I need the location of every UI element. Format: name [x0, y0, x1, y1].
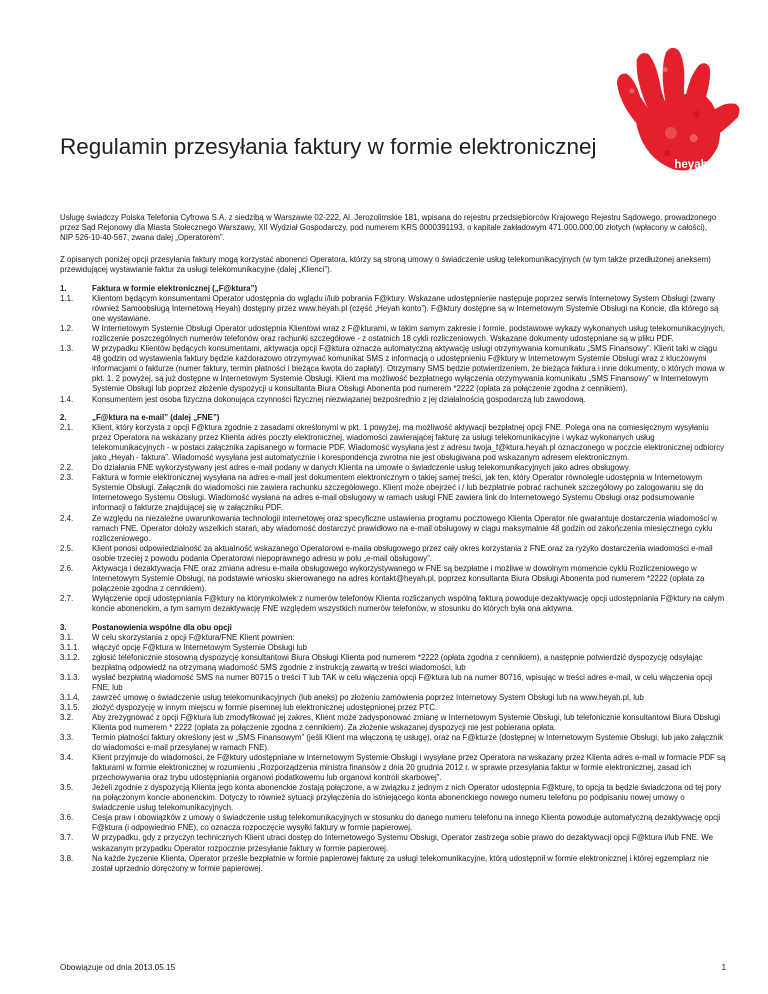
list-item	[60, 753, 726, 783]
regulations-body	[60, 284, 726, 874]
list-item	[60, 514, 726, 544]
document-title: Regulamin przesyłania faktury w formie elektronicznej	[60, 134, 597, 159]
item-number: 3.1.1.	[60, 642, 80, 652]
item-text: złożyć dyspozycję w innym miejscu w formie pisemnej lub elektronicznej udostępnionej przez PTC.	[92, 702, 438, 712]
item-text: Aby zrezygnować z opcji F@ktura lub zmodyfikować jej zakres, Klient może zadysponować zmianę w Internetowym Systemie Obsługi, lub telefonicznie konsultantowi Biura Obsługi Klienta pod numerem * 2222 (opłata za połączenie zgodna z cennikiem). Za złożenie wskazanej dyspozycji nie jest pobierana opłata.	[92, 712, 721, 732]
item-text: Klient, który korzysta z opcji F@ktura zgodnie z zasadami określonymi w pkt. 1 powyżej, ma możliwość aktywacji bezpłatnej opcji FNE. Polega ona na comiesięcznym wysyłaniu przez Operatora na wskazany przez Klienta adres poczty elektronicznej, wiadomości zawierającej fakturę za usługi telekomunikacyjne i wykaz wykonanych usług telekomunikacyjnych - w postaci załącznika zapisanego w formacie PDF. Wiadomość wysyłana jest z adresu twoja_f@ktura.heyah.pl oznaczonego w poczcie elektronicznej odbiorcy jako „Heyah - faktura”. Wiadomość wysyłana jest automatycznie i korespondencja zwrotna nie jest obsługiwana pod wskazanym adresem elektronicznym.	[92, 423, 725, 463]
list-item	[60, 733, 726, 753]
list-item	[60, 463, 726, 473]
item-text: Klient ponosi odpowiedzialność za aktualność wskazanego Operatorowi e-maila obsługowego przez cały okres korzystania z FNE oraz za ryzyko dostarczenia wiadomości e-mail osobie trzeciej z powodu podania Operatorowi niepoprawnego adresu w polu „e-mail obsługowy”.	[92, 543, 713, 563]
list-item	[60, 395, 726, 405]
logo-word2: non stop	[666, 172, 716, 184]
item-text: zgłosić telefonicznie stosowną dyspozycję konsultantowi Biura Obsługi Klienta pod numerem *2222 (opłata zgodna z cennikiem), a następnie potwierdzić dyspozycję odsyłając bezpłatną odpowiedź na otrzymaną wiadomość SMS zgodnie z instrukcją zawartą w treści wiadomości, lub	[92, 652, 703, 672]
item-number: 3.7.	[60, 833, 74, 843]
item-number: 2.4.	[60, 513, 74, 523]
list-item	[60, 713, 726, 733]
item-text: W celu skorzystania z opcji F@ktura/FNE Klient powinien:	[92, 632, 295, 642]
item-number: 3.1.	[60, 632, 74, 642]
list-item	[60, 813, 726, 833]
section-heading	[60, 413, 726, 423]
item-text: Faktura w formie elektronicznej wysyłana na adres e-mail jest dokumentem elektronicznym o takiej samej treści, jak ten, który Operator równolegle udostępnia w Internetowym Systemie Obsługi. Załącznik do wiadomości nie zawiera rachunku szczegółowego. Klient może obejrzeć i / lub bezpłatnie pobrać rachunek szczegółowy po zalogowaniu się do Internetowego Systemu Obsługi. Wiadomość wysłana na adres e-mail obsługowy w ramach usługi FNE zawiera link do Internetowego Systemu Obsługi oraz podsumowanie informacji o fakturze znajdującej się w załączniku PDF.	[92, 473, 704, 513]
item-text: Jeżeli zgodnie z dyspozycją Klienta jego konta abonenckie zostają połączone, a w związku z jednym z nich Operator udostępnia F@kturę, to opcja ta będzie świadczona od tej pory na połączonym koncie abonenckim. Dotyczy to również sytuacji przyłączenia do istniejącego konta abonenckiego nowego numeru telefonu po podpisaniu nowej umowy o świadczenie usług telekomunikacyjnych.	[92, 783, 722, 813]
item-text: Termin płatności faktury określony jest w „SMS Finansowym” (jeśli Klient ma włączoną tę usługę), oraz na F@kturze (dostępnej w Internetowym Systemie Obsługi, lub jako załącznik do wiadomości e-mail przesyłanej w ramach FNE).	[92, 733, 724, 753]
list-item	[60, 693, 726, 703]
list-item	[60, 703, 726, 713]
effective-date: Obowiązuje od dnia 2013.05.15	[60, 963, 176, 972]
page-number: 1	[721, 963, 726, 972]
list-item	[60, 324, 726, 344]
item-text: Aktywacja i dezaktywacja FNE oraz zmiana adresu e-maila obsługowego wykorzystywanego w FNE są bezpłatne i możliwe w dowolnym momencie cyklu Rozliczeniowego w Internetowym Systemie Obsługi, na podstawie wniosku skierowanego na adres kontakt@heyah.pl, poprzez konsultanta Biura Obsługi Abonenta pod numerem *2222 (opłata za połączenie zgodna z cennikiem).	[92, 563, 705, 593]
item-text: włączyć opcję F@ktura w Internetowym Systemie Obsługi lub	[92, 642, 307, 652]
item-number: 3.1.4.	[60, 692, 80, 702]
section-title: „F@ktura na e-mail” (dalej „FNE”)	[92, 413, 220, 423]
item-number: 3.6.	[60, 813, 74, 823]
section-heading	[60, 623, 726, 633]
section-number: 2.	[60, 413, 67, 423]
intro-paragraph-operator: Usługę świadczy Polska Telefonia Cyfrowa S.A. z siedzibą w Warszawie 02-222, Al. Jerozolimskie 181, wpisana do rejestru przedsiębiorców Krajowego Rejestru Sądowego, prowadzonego przez Sąd Rejonowy dla Miasta Stołecznego Warszawy, XII Wydział Gospodarczy, pod numerem KRS 0000391193, o kapitale zakładowym 471.000.000,00 złotych (wpłacony w całości), NIP 526-10-40-567, zwana dalej „Operatorem”.	[60, 213, 717, 243]
list-item	[60, 643, 726, 653]
red-hand-logo-icon	[597, 40, 747, 200]
item-text: Cesja praw i obowiązków z umowy o świadczenie usług telekomunikacyjnych w stosunku do danego numeru telefonu na innego Klienta powoduje automatyczną dezaktywację opcji F@ktura (i odpowiednio FNE), co oznacza rozpoczęcie wysyłki faktury w formie papierowej.	[92, 813, 721, 833]
list-item	[60, 473, 726, 513]
item-text: Ze względu na niezależne uwarunkowania technologii internetowej oraz specyficzne ustawienia programu pocztowego Klienta Operator nie gwarantuje dostarczenia wiadomości w ramach FNE. Operator dołoży wszelkich starań, aby wiadomość dostarczyć prawidłowo na e-mail obsługowy w ciągu maksymalnie 48 godzin od zakończenia miesięcznego cyklu rozliczeniowego.	[92, 513, 718, 543]
section-2	[60, 413, 726, 614]
item-number: 2.3.	[60, 473, 74, 483]
item-text: Do działania FNE wykorzystywany jest adres e-mail podany w danych Klienta na umowie o świadczenie usług telekomunikacyjnych jako adres obsługowy.	[92, 463, 631, 473]
list-item	[60, 344, 726, 394]
item-number: 3.1.2.	[60, 652, 80, 662]
intro-paragraph-clients: Z opisanych poniżej opcji przesyłania faktury mogą korzystać abonenci Operatora, którzy są stroną umowy o świadczenie usług telekomunikacyjnych (w tym także przedłużonej aneksem) przewidującej wystawianie faktur za usługi telekomunikacyjne (dalej „Klienci”).	[60, 255, 711, 275]
item-number: 1.3.	[60, 344, 74, 354]
section-title: Faktura w formie elektronicznej („F@ktura”)	[92, 284, 258, 293]
list-item	[60, 594, 726, 614]
item-number: 3.3.	[60, 733, 74, 743]
item-text: W przypadku, gdy z przyczyn technicznych Klient utraci dostęp do Internetowego Systemu Obsługi, Operator zastrzega sobie prawo do dezaktywacji opcji F@ktura i/lub FNE. We wskazanym przypadku Operator rozpocznie przesyłanie faktury w formie papierowej.	[92, 833, 713, 853]
item-text: Wyłączenie opcji udostępniania F@ktury na którymkolwiek z numerów telefonów Klienta rozliczanych wspólną fakturą powoduje dezaktywację opcji udostępniania F@ktury na całym koncie abonenckim, a tym samym dezaktywację FNE względem wszystkich numerów telefonów, w stosunku do których była ona aktywna.	[92, 593, 725, 613]
item-number: 2.2.	[60, 463, 74, 473]
item-text: Klientom będącym konsumentami Operator udostępnia do wglądu i/lub pobrania F@ktury. Wskazane udostępnienie następuje poprzez serwis Internetowy System Obsługi (zwany również Samoobsługą Internetową Heyah) dostępny przez www.heyah.pl (część „Heyah konto”). F@ktury dostępne są w Internetowym Systemie Obsługi na Koncie, dla którego są one wystawiane.	[92, 294, 719, 324]
section-heading	[60, 284, 726, 294]
item-number: 3.4.	[60, 753, 74, 763]
item-number: 3.1.3.	[60, 672, 80, 682]
item-text: Na każde życzenie Klienta, Operator prześle bezpłatnie w formie papierowej fakturę za usługi telekomunikacyjne, którą udostępnił w formie elektronicznej i której egzemplarz nie został uprzednio doręczony w formie papierowej.	[92, 853, 709, 873]
list-item	[60, 294, 726, 324]
item-number: 2.7.	[60, 593, 74, 603]
list-item	[60, 423, 726, 463]
list-item	[60, 673, 726, 693]
item-text: Konsumentem jest osoba fizyczna dokonująca czynności fizycznej niezwiązanej bezpośrednio z jej działalnością gospodarczą lub zawodową.	[92, 394, 586, 404]
list-item	[60, 854, 726, 874]
list-item	[60, 833, 726, 853]
list-item	[60, 633, 726, 643]
logo-word1: heyah	[674, 159, 708, 171]
item-number: 1.1.	[60, 294, 74, 304]
item-text: W przypadku Klientów będących konsumentami, aktywacja opcji F@ktura oznacza automatyczną aktywację usługi otrzymywania komunikatu „SMS Finansowy”. Klient taki w ciągu 48 godzin od wystawienia faktury będzie każdorazowo otrzymywać komunikat SMS z informacją o udostępnieniu F@ktury w Internetowym Systemie Obsługi wraz z kluczowymi informacjami o fakturze (numer faktury, termin płatności i bieżąca kwota do zapłaty). Otrzymany SMS będzie potwierdzeniem, że bieżąca faktura i inne dokumenty, o których mowa w pkt. 1. 2 powyżej, są już dostępne w Internetowym Systemie Obsługi. Klient ma możliwość bezpłatnego wyłączenia otrzymywania komunikatu „SMS Finansowy” w Internetowym Systemie Obsługi lub poprzez złożenie dyspozycji u konsultanta Biura Obsługi Abonenta pod numerem *2222 (opłata za połączenie zgodna z cennikiem).	[92, 344, 725, 394]
item-number: 2.1.	[60, 423, 74, 433]
section-3	[60, 623, 726, 874]
item-number: 2.6.	[60, 563, 74, 573]
list-item	[60, 544, 726, 564]
item-number: 1.2.	[60, 324, 74, 334]
section-number: 3.	[60, 622, 67, 632]
item-number: 2.5.	[60, 543, 74, 553]
section-1	[60, 284, 726, 405]
section-title: Postanowienia wspólne dla obu opcji	[92, 622, 232, 632]
item-text: Klient przyjmuje do wiadomości, że F@ktury udostępniane w Internetowym Systemie Obsługi i wysyłane przez Operatora na wskazany przez Klienta adres e-mail w formacie PDF są fakturami w formie elektronicznej w rozumieniu „Rozporządzenia ministra finansów z dnia 20 grudnia 2012 r. w sprawie przesyłania faktur w formie elektronicznej, zasad ich przechowywania oraz trybu udostępniania organowi podatkowemu lub organowi kontroli skarbowej”.	[92, 753, 726, 783]
item-number: 1.4.	[60, 394, 74, 404]
item-text: W Internetowym Systemie Obsługi Operator udostępnia Klientowi wraz z F@kturami, w takim samym zakresie i formie, podstawowe wykazy wykonanych usług telekomunikacyjnych, rozliczenie poszczególnych numerów telefonów oraz rachunki szczegółowe - z ostatnich 18 cykli rozliczeniowych. Wskazane dokumenty udostępniane są w pliku PDF.	[92, 324, 725, 344]
item-number: 3.2.	[60, 712, 74, 722]
list-item	[60, 653, 726, 673]
list-item	[60, 564, 726, 594]
section-number: 1.	[60, 284, 67, 293]
list-item	[60, 783, 726, 813]
item-number: 3.8.	[60, 853, 74, 863]
item-number: 3.5.	[60, 783, 74, 793]
item-number: 3.1.5.	[60, 702, 80, 712]
item-text: wysłać bezpłatną wiadomość SMS na numer 80715 o treści T lub TAK w celu włączenia opcji F@ktura lub na numer 80716, wpisując w treści adres e-mail, w celu włączenia opcji FNE, lub	[92, 672, 713, 692]
item-text: zawrzeć umowę o świadczenie usług telekomunikacyjnych (lub aneks) po złożeniu zamówienia poprzez Internetowy System Obsługi lub na www.heyah.pl, lub	[92, 692, 644, 702]
